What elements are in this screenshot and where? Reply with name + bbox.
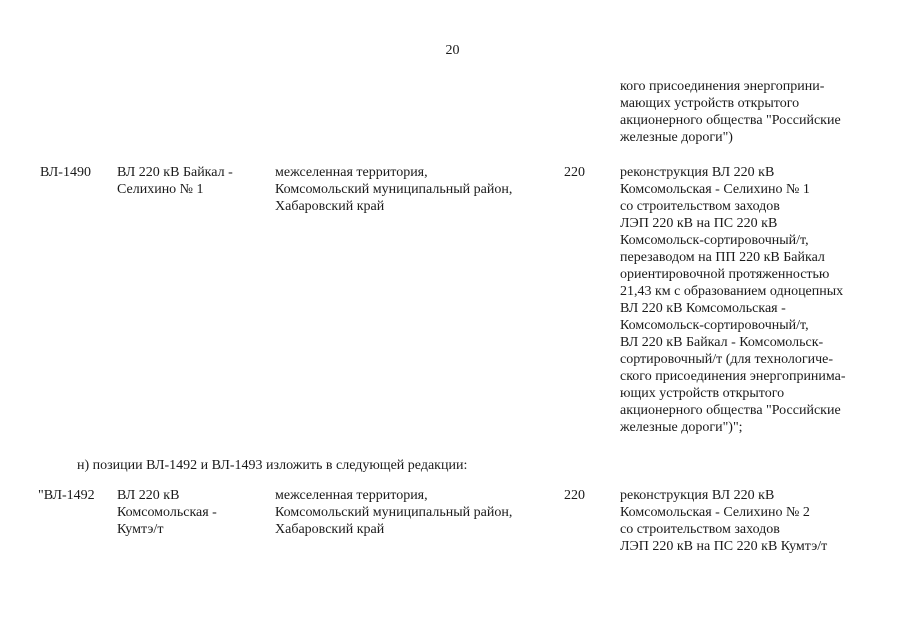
voltage-cell: 220 xyxy=(564,165,585,180)
line-name-cell: ВЛ 220 кВ Байкал - Селихино № 1 xyxy=(117,165,233,197)
line-name-cell: ВЛ 220 кВ Комсомольская - Кумтэ/т xyxy=(117,488,217,537)
line-code-cell: ВЛ-1490 xyxy=(40,165,91,180)
amendment-note: н) позиции ВЛ-1492 и ВЛ-1493 изложить в следующей редакции: xyxy=(77,458,468,473)
location-cell: межселенная территория, Комсомольский муниципальный район, Хабаровский край xyxy=(275,488,513,537)
line-code-cell: "ВЛ-1492 xyxy=(38,488,95,503)
voltage-cell: 220 xyxy=(564,488,585,503)
description-cell: реконструкция ВЛ 220 кВ Комсомольская - Селихино № 1 со строительством заходов ЛЭП 220 кВ на ПС 220 кВ Комсомольск-сортировочный/т, перезаводом на ПП 220 кВ Байкал ориентировочной протяженностью 21,43 км с образованием одноцепных ВЛ 220 кВ Комсомольская - Комсомольск-сортировочный/т, ВЛ 220 кВ Байкал - Комсомольск- сортировочный/т (для технологиче- ского присоединения энергопринима- ющих устройств открытого акционерного общества "Российские железные дороги")"; xyxy=(620,165,846,435)
location-cell: межселенная территория, Комсомольский муниципальный район, Хабаровский край xyxy=(275,165,513,214)
description-cell: кого присоединения энергоприни- мающих устройств открытого акционерного общества "Российские железные дороги") xyxy=(620,79,841,145)
description-cell: реконструкция ВЛ 220 кВ Комсомольская - Селихино № 2 со строительством заходов ЛЭП 220 кВ на ПС 220 кВ Кумтэ/т xyxy=(620,488,828,554)
page-number: 20 xyxy=(445,43,460,58)
